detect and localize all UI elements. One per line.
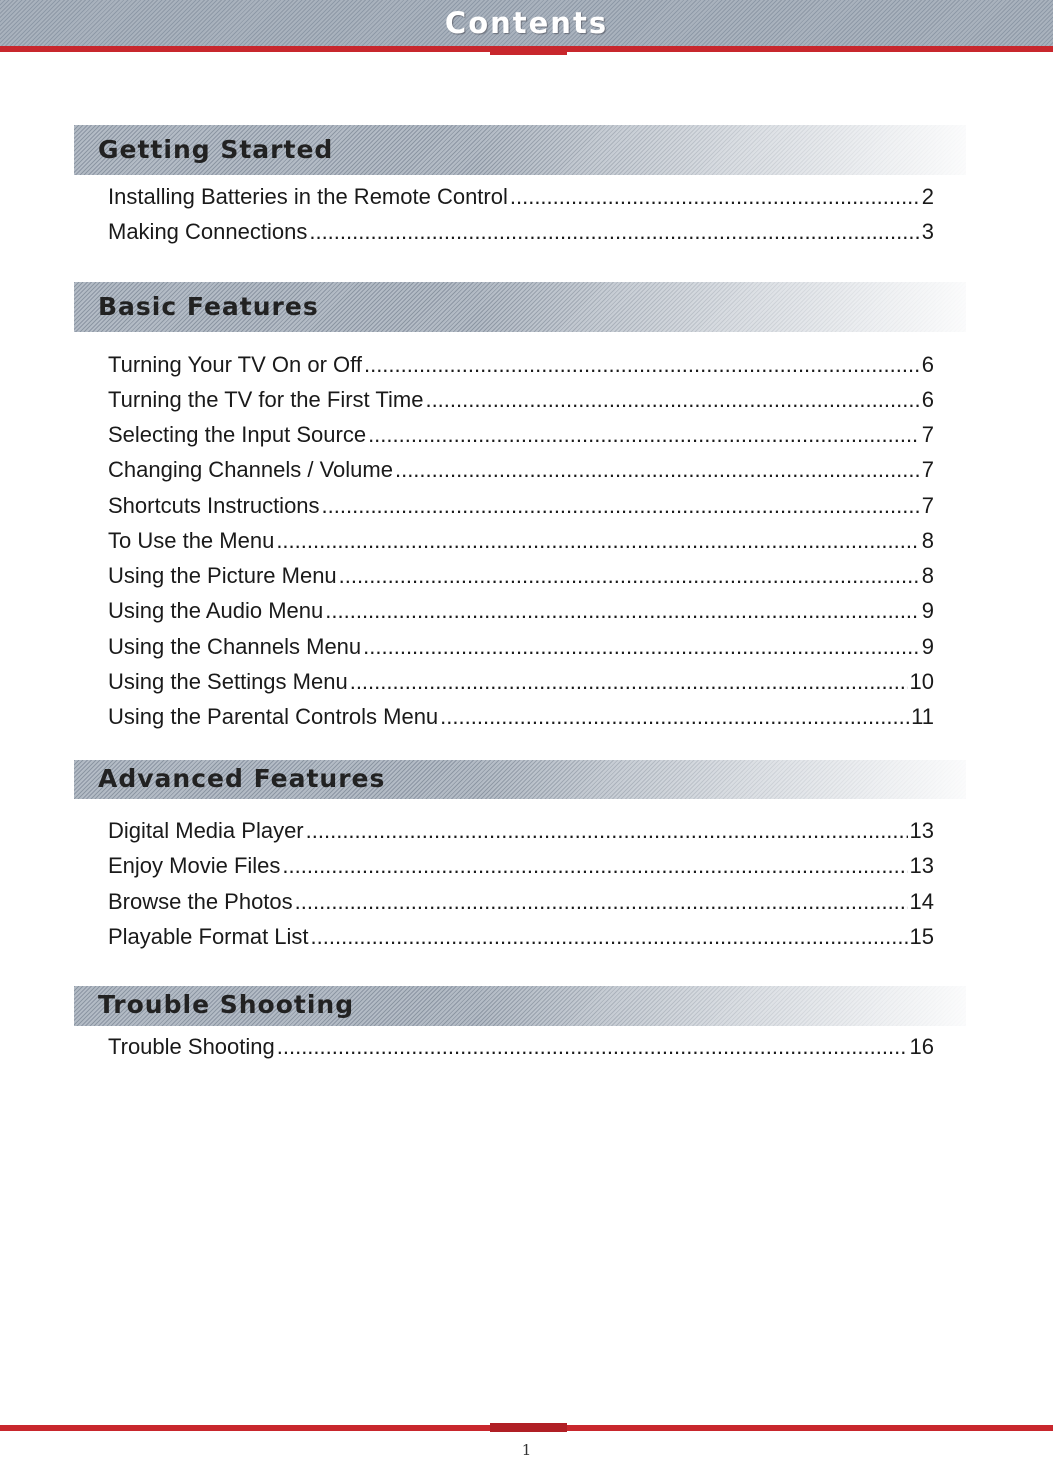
toc-entry[interactable] <box>108 213 934 245</box>
dot-leader <box>306 818 908 844</box>
toc-entry-page: 3 <box>921 219 934 244</box>
toc-entry-page: 6 <box>921 387 934 412</box>
toc-entry-label: Trouble Shooting <box>108 1034 275 1059</box>
toc-entry-label: Turning the TV for the First Time <box>108 387 424 412</box>
dot-leader <box>322 493 920 519</box>
footer-red-rule <box>0 1425 1053 1431</box>
toc-entry[interactable] <box>108 812 934 844</box>
dot-leader <box>277 1034 908 1060</box>
toc-entry-page: 2 <box>921 184 934 209</box>
toc-entry-page: 8 <box>921 563 934 588</box>
page-number: 1 <box>521 1441 532 1459</box>
toc-entry-page: 13 <box>909 853 934 878</box>
dot-leader <box>325 598 919 624</box>
header-banner <box>0 0 1053 46</box>
toc-entry-page: 11 <box>911 704 934 729</box>
toc-entry[interactable] <box>108 1028 934 1060</box>
header-red-tab <box>490 46 567 55</box>
toc-entry-label: Shortcuts Instructions <box>108 493 320 518</box>
toc-entry[interactable] <box>108 628 934 660</box>
dot-leader <box>295 889 908 915</box>
footer-red-tab <box>490 1423 567 1432</box>
toc-entry-page: 9 <box>921 634 934 659</box>
toc-entry-label: Browse the Photos <box>108 889 293 914</box>
toc-entry[interactable] <box>108 557 934 589</box>
dot-leader <box>350 669 908 695</box>
toc-entry[interactable] <box>108 451 934 483</box>
header-red-rule <box>0 46 1053 52</box>
toc-entry[interactable] <box>108 487 934 519</box>
toc-entry[interactable] <box>108 698 934 730</box>
toc-entry-page: 14 <box>909 889 934 914</box>
toc-entry[interactable] <box>108 663 934 695</box>
toc-entry-page: 6 <box>921 352 934 377</box>
dot-leader <box>364 352 920 378</box>
toc-entry-label: Enjoy Movie Files <box>108 853 281 878</box>
toc-entry-label: Using the Channels Menu <box>108 634 362 659</box>
toc-entry-label: Turning Your TV On or Off <box>108 352 362 377</box>
dot-leader <box>395 457 920 483</box>
dot-leader <box>440 704 909 730</box>
toc-entry-label: Changing Channels / Volume <box>108 457 393 482</box>
section-header-getting-started <box>74 125 966 175</box>
toc-entry-label: To Use the Menu <box>108 528 275 553</box>
dot-leader <box>282 853 907 879</box>
toc-entry-page: 8 <box>921 528 934 553</box>
dot-leader <box>425 387 919 413</box>
dot-leader <box>368 422 920 448</box>
section-header-basic-features <box>74 282 966 332</box>
toc-entry-page: 13 <box>909 818 934 843</box>
toc-entry[interactable] <box>108 346 934 378</box>
section-title: Trouble Shooting <box>98 990 355 1019</box>
toc-entry[interactable] <box>108 381 934 413</box>
toc-entry-page: 10 <box>909 669 934 694</box>
toc-entry-page: 7 <box>921 422 934 447</box>
toc-entry[interactable] <box>108 918 934 950</box>
toc-entry-label: Using the Parental Controls Menu <box>108 704 439 729</box>
toc-entry[interactable] <box>108 592 934 624</box>
section-header-advanced-features <box>74 760 966 799</box>
toc-entry-page: 16 <box>909 1034 934 1059</box>
dot-leader <box>510 184 920 210</box>
page-title: Contents <box>444 6 609 40</box>
section-title: Basic Features <box>98 292 319 321</box>
dot-leader <box>363 634 920 660</box>
dot-leader <box>339 563 920 589</box>
toc-entry[interactable] <box>108 178 934 210</box>
toc-entry-label: Using the Picture Menu <box>108 563 337 588</box>
toc-entry-label: Installing Batteries in the Remote Control <box>108 184 508 209</box>
toc-entry-label: Using the Settings Menu <box>108 669 348 694</box>
toc-entry[interactable] <box>108 522 934 554</box>
toc-entry-label: Making Connections <box>108 219 308 244</box>
toc-entry[interactable] <box>108 883 934 915</box>
toc-entry-label: Digital Media Player <box>108 818 304 843</box>
dot-leader <box>276 528 919 554</box>
toc-entry-page: 7 <box>921 457 934 482</box>
toc-entry-label: Selecting the Input Source <box>108 422 367 447</box>
section-header-trouble-shooting <box>74 986 966 1026</box>
toc-entry-page: 7 <box>921 493 934 518</box>
section-title: Advanced Features <box>98 764 386 793</box>
toc-entry-label: Playable Format List <box>108 924 309 949</box>
section-title: Getting Started <box>98 135 334 164</box>
toc-entry-page: 15 <box>909 924 934 949</box>
toc-entry[interactable] <box>108 416 934 448</box>
dot-leader <box>309 219 919 245</box>
toc-entry[interactable] <box>108 847 934 879</box>
dot-leader <box>311 924 908 950</box>
toc-entry-page: 9 <box>921 598 934 623</box>
toc-entry-label: Using the Audio Menu <box>108 598 324 623</box>
